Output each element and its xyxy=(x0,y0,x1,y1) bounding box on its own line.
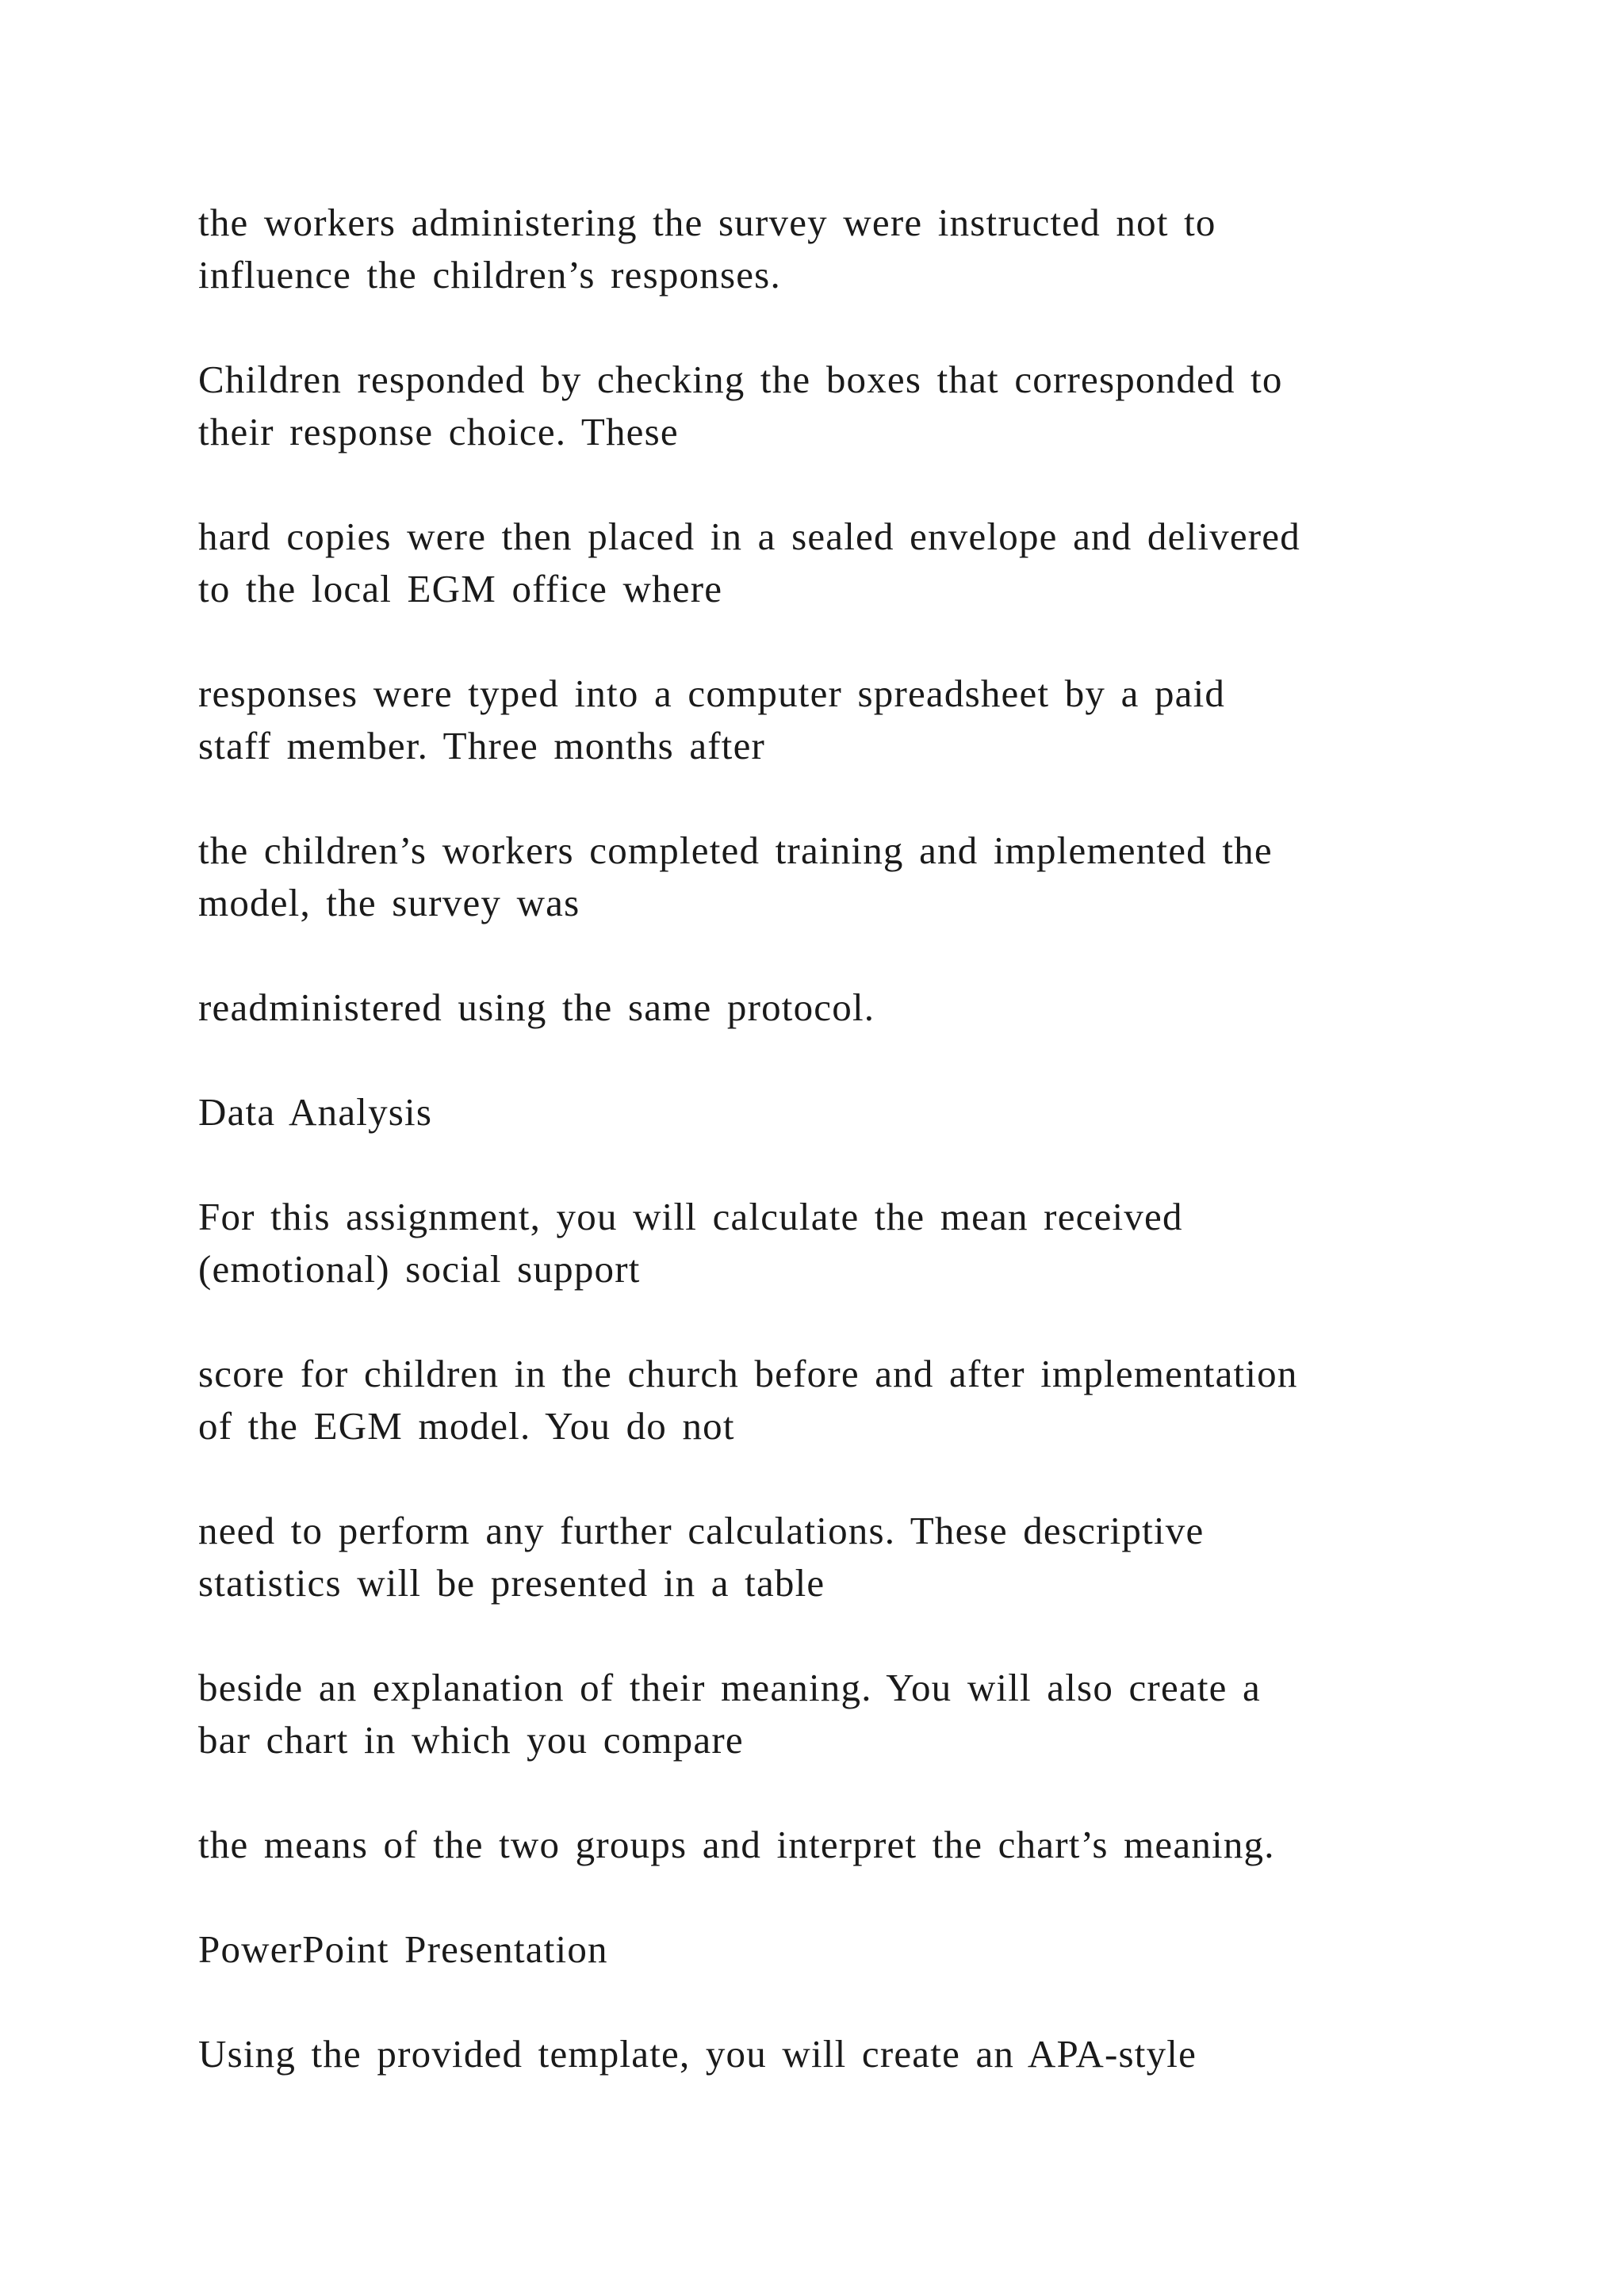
heading-text: Data Analysis xyxy=(198,1090,433,1134)
text-line: of the EGM model. You do not xyxy=(198,1404,735,1448)
text-line: Children responded by checking the boxes that corresponded to xyxy=(198,358,1283,401)
document-body xyxy=(198,197,1435,2133)
text-line: For this assignment, you will calculate the mean received xyxy=(198,1195,1183,1238)
paragraph-score xyxy=(198,1348,1435,1452)
text-line: statistics will be presented in a table xyxy=(198,1561,825,1605)
text-line: influence the children’s responses. xyxy=(198,253,781,297)
paragraph-data-entry xyxy=(198,668,1435,772)
paragraph-survey-instructions xyxy=(198,197,1435,301)
text-line: the means of the two groups and interpret the chart’s meaning. xyxy=(198,1823,1275,1866)
paragraph-calculations xyxy=(198,1505,1435,1609)
paragraph-template xyxy=(198,2028,1435,2080)
heading-text: PowerPoint Presentation xyxy=(198,1927,608,1971)
paragraph-training xyxy=(198,825,1435,929)
text-line: (emotional) social support xyxy=(198,1247,641,1291)
text-line: staff member. Three months after xyxy=(198,724,766,767)
paragraph-hard-copies xyxy=(198,511,1435,615)
paragraph-response-method xyxy=(198,354,1435,458)
text-line: bar chart in which you compare xyxy=(198,1718,744,1762)
text-line: to the local EGM office where xyxy=(198,567,723,610)
text-line: Using the provided template, you will create an APA-style xyxy=(198,2032,1197,2076)
text-line: model, the survey was xyxy=(198,881,580,924)
heading-powerpoint xyxy=(198,1923,1435,1976)
text-line: score for children in the church before and after implementation xyxy=(198,1352,1298,1395)
paragraph-assignment xyxy=(198,1191,1435,1295)
heading-data-analysis xyxy=(198,1086,1435,1138)
text-line: hard copies were then placed in a sealed envelope and delivered xyxy=(198,515,1300,558)
text-line: their response choice. These xyxy=(198,410,679,453)
text-line: readministered using the same protocol. xyxy=(198,985,875,1029)
paragraph-readministered xyxy=(198,982,1435,1034)
text-line: the children’s workers completed training and implemented the xyxy=(198,828,1273,872)
text-line: need to perform any further calculations. These descriptive xyxy=(198,1509,1205,1552)
text-line: the workers administering the survey were instructed not to xyxy=(198,201,1216,244)
paragraph-explanation xyxy=(198,1662,1435,1766)
paragraph-means xyxy=(198,1819,1435,1871)
text-line: beside an explanation of their meaning. You will also create a xyxy=(198,1666,1261,1709)
text-line: responses were typed into a computer spreadsheet by a paid xyxy=(198,672,1226,715)
